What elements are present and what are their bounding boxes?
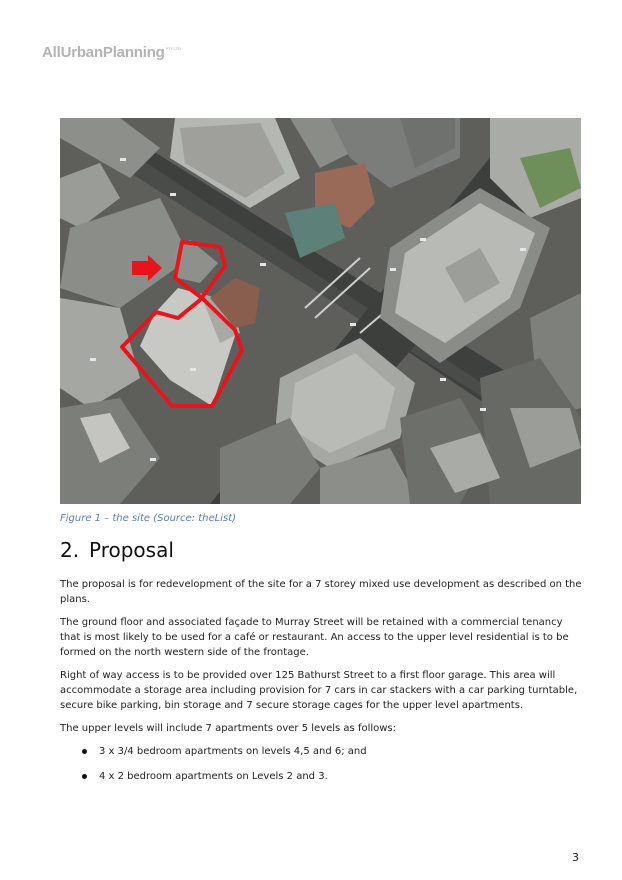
company-logo (42, 44, 181, 61)
section-heading (60, 538, 174, 562)
aerial-site-photo (60, 118, 581, 504)
logo-text: AllUrbanPlanning (42, 44, 165, 61)
logo-mark: PTY LTD (165, 46, 181, 51)
section-number: 2. (60, 538, 80, 562)
list-item-text: 3 x 3/4 bedroom apartments on levels 4,5 and 6; and (99, 746, 367, 757)
list-item (60, 744, 582, 759)
paragraph-right-of-way: Right of way access is to be provided over 125 Bathurst Street to a first floor garage. This area will accommodate a storage area including provision for 7 cars in car stackers with a car parking turntable, secure bike parking, bin storage and 7 secure storage cages for the upper level apartments. (60, 670, 578, 711)
paragraph-intro: The proposal is for redevelopment of the site for a 7 storey mixed use development as described on the plans. (60, 579, 582, 605)
bullet-icon (82, 749, 87, 754)
page-number: 3 (572, 851, 579, 864)
aerial-photo-illustration (60, 118, 581, 504)
list-item (60, 769, 582, 784)
section-title: Proposal (89, 538, 174, 562)
list-item-text: 4 x 2 bedroom apartments on Levels 2 and 3. (99, 771, 328, 782)
bullet-icon (82, 774, 87, 779)
figure-caption: Figure 1 – the site (Source: theList) (60, 513, 237, 524)
paragraph-upper-levels: The upper levels will include 7 apartments over 5 levels as follows: (60, 723, 397, 734)
section-body (60, 577, 582, 794)
apartment-list (60, 744, 582, 784)
paragraph-ground-floor: The ground floor and associated façade to Murray Street will be retained with a commercial tenancy that is most likely to be used for a café or restaurant. An access to the upper level residential is to be formed on the north western side of the frontage. (60, 617, 569, 658)
